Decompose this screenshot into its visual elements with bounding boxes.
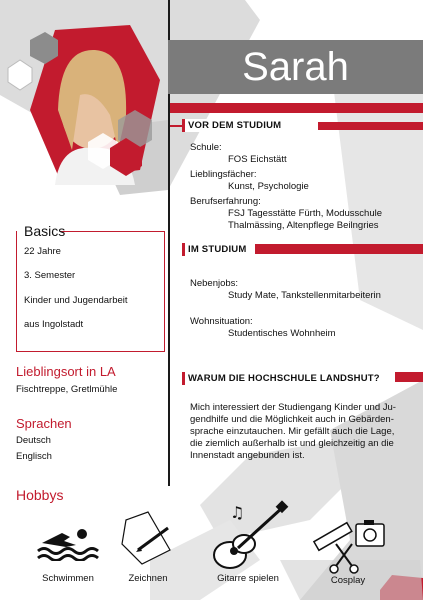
section-line — [318, 122, 423, 130]
beruf-value-1: FSJ Tagesstätte Fürth, Modusschule — [228, 208, 383, 219]
basics-item: Kinder und Jugendarbeit — [24, 295, 128, 306]
hobbys-title: Hobbys — [16, 487, 64, 503]
warum-line: Innenstadt angebunden ist. — [190, 450, 305, 461]
accent-bar — [170, 103, 423, 113]
warum-line: sprache einzutauchen. Mir gefällt auch die Lage, — [190, 426, 395, 437]
warum-text — [190, 402, 415, 462]
wohn-label: Wohnsituation: — [190, 316, 253, 327]
hobby-label-cosplay: Cosplay — [330, 575, 366, 586]
beruf-label: Berufserfahrung: — [190, 196, 261, 207]
wohn-value: Studentisches Wohnheim — [228, 328, 336, 339]
nebenjobs-value: Study Mate, Tankstellenmitarbeiterin — [228, 290, 381, 301]
basics-item: aus Ingolstadt — [24, 319, 84, 330]
section-title-warum: WARUM DIE HOCHSCHULE LANDSHUT? — [182, 372, 383, 385]
basics-item: 3. Semester — [24, 270, 76, 281]
lieblingsort-value: Fischtreppe, Gretlmühle — [16, 384, 118, 395]
sprachen-title: Sprachen — [16, 416, 72, 431]
basics-item: 22 Jahre — [24, 246, 61, 257]
schule-value: FOS Eichstätt — [228, 154, 287, 165]
hobby-label-schwimmen: Schwimmen — [42, 573, 94, 584]
basics-box-top — [60, 231, 164, 232]
name-title: Sarah — [242, 45, 349, 89]
sprachen-item: Englisch — [16, 451, 52, 462]
hobby-label-zeichnen: Zeichnen — [128, 573, 168, 584]
faecher-value: Kunst, Psychologie — [228, 181, 309, 192]
section-title-im-studium: IM STUDIUM — [182, 243, 249, 256]
beruf-value-2: Thalmässing, Altenpflege Beilngries — [228, 220, 379, 231]
swimmer-icon — [36, 525, 100, 561]
section-line — [170, 125, 182, 127]
sprachen-item: Deutsch — [16, 435, 51, 446]
profile-photo — [0, 20, 170, 190]
section-line — [395, 372, 423, 382]
hobby-label-gitarre: Gitarre spielen — [217, 573, 279, 584]
schule-label: Schule: — [190, 142, 222, 153]
warum-line: Mich interessiert der Studiengang Kinder und Ju- — [190, 402, 396, 413]
svg-text:♫: ♫ — [230, 503, 245, 522]
drawing-icon — [118, 510, 178, 568]
nebenjobs-label: Nebenjobs: — [190, 278, 239, 289]
faecher-label: Lieblingsfächer: — [190, 169, 257, 180]
warum-line: gendhilfe und die Möglichkeit auch in Gebärden- — [190, 414, 394, 425]
section-title-vor-dem-studium: VOR DEM STUDIUM — [182, 119, 284, 132]
guitar-icon — [208, 500, 294, 572]
cosplay-icon — [312, 508, 392, 580]
section-line — [255, 244, 423, 254]
lieblingsort-title: Lieblingsort in LA — [16, 364, 116, 379]
warum-line: die ziemlich außerhalb ist und gleichzeitig an die — [190, 438, 394, 449]
basics-title: Basics — [24, 223, 66, 239]
